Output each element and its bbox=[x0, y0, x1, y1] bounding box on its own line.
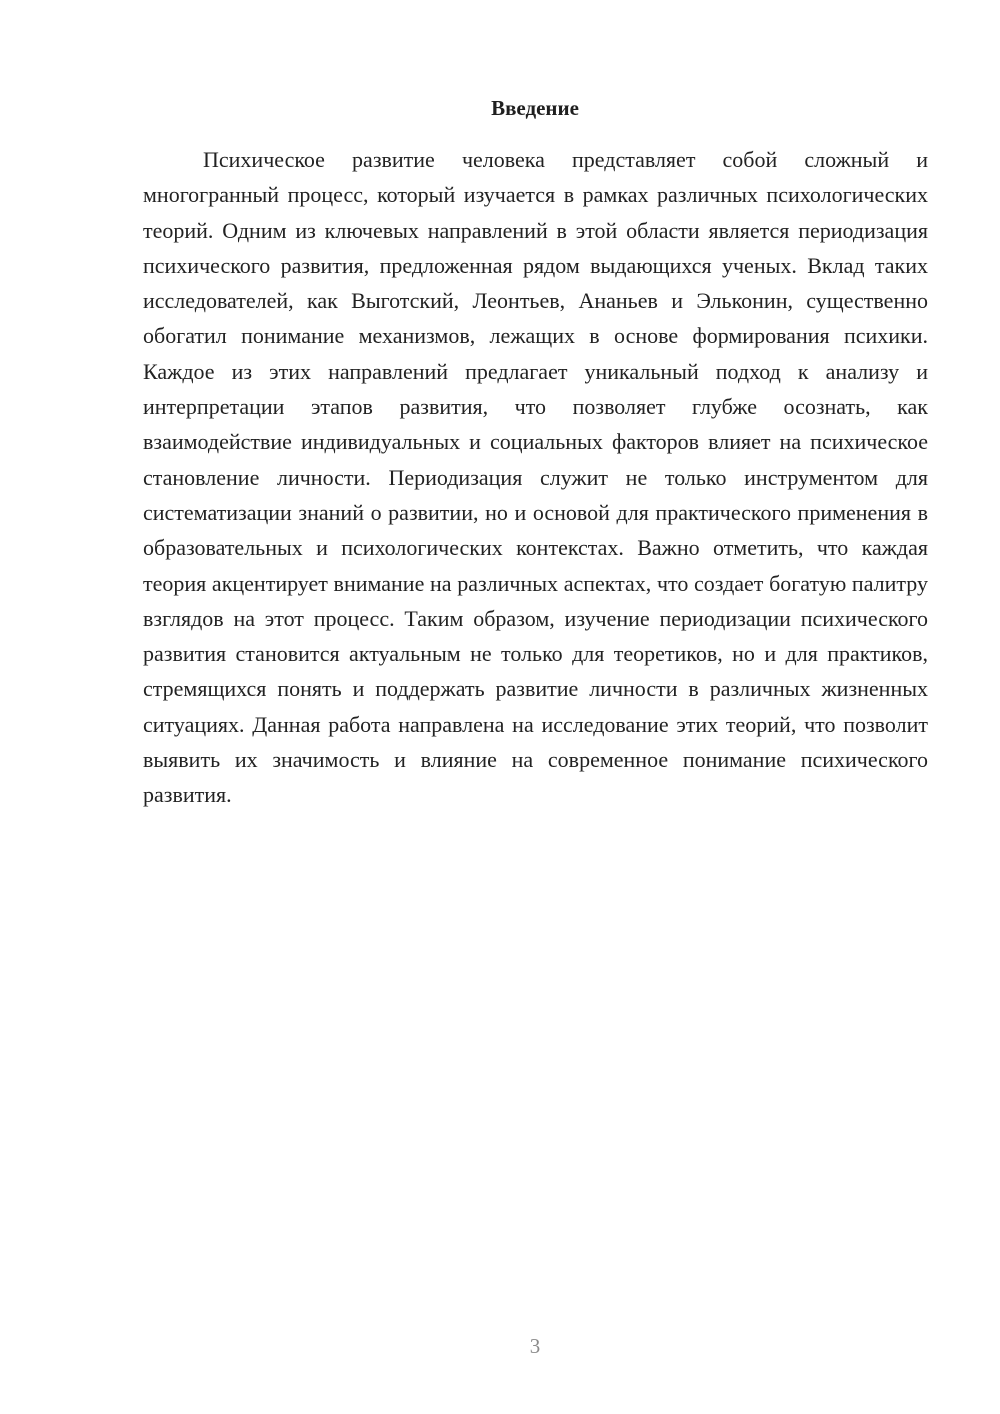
body-paragraph: Психическое развитие человека представляет собой сложный и многогранный процесс, который изучается в рамках различных психологических теорий. Одним из ключевых направлений в этой области является периодизация психического развития, предложенная рядом выдающихся ученых. Вклад таких исследователей, как Выготский, Леонтьев, Ананьев и Эльконин, существенно обогатил понимание механизмов, лежащих в основе формирования психики. Каждое из этих направлений предлагает уникальный подход к анализу и интерпретации этапов развития, что позволяет глубже осознать, как взаимодействие индивидуальных и социальных факторов влияет на психическое становление личности. Периодизация служит не только инструментом для систематизации знаний о развитии, но и основой для практического применения в образовательных и психологических контекстах. Важно отметить, что каждая теория акцентирует внимание на различных аспектах, что создает богатую палитру взглядов на этот процесс. Таким образом, изучение периодизации психического развития становится актуальным не только для теоретиков, но и для практиков, стремящихся понять и поддержать развитие личности в различных жизненных ситуациях. Данная работа направлена на исследование этих теорий, что позволит выявить их значимость и влияние на современное понимание психического развития. bbox=[143, 147, 928, 808]
page-title: Введение bbox=[491, 96, 579, 120]
page-number: 3 bbox=[529, 1334, 541, 1358]
